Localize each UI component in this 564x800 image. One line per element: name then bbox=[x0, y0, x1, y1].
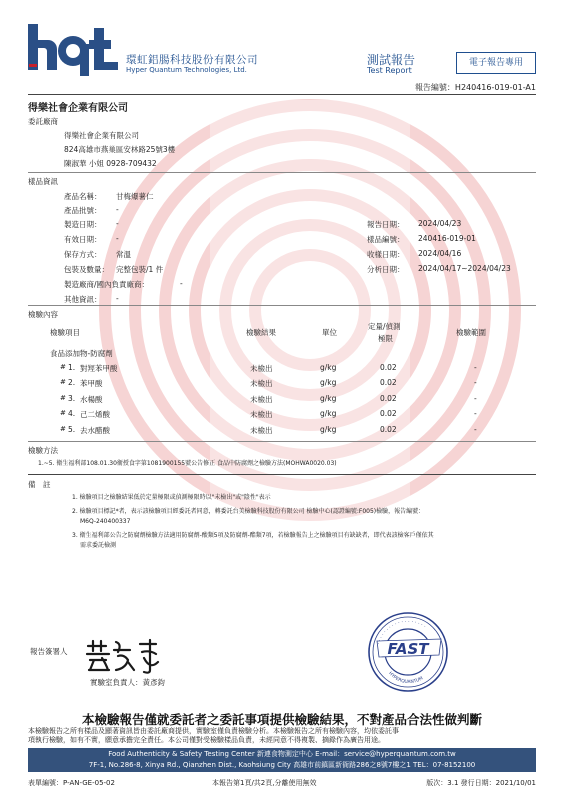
sample-field-value: - bbox=[116, 219, 119, 228]
row-loq: 0.02 bbox=[380, 409, 397, 418]
sample-field-label: 包裝及數量： bbox=[64, 265, 109, 274]
row-result: 未檢出 bbox=[250, 395, 273, 404]
fast-seal bbox=[367, 611, 449, 693]
divider bbox=[28, 305, 536, 306]
report-number: 報告編號：H240416-019-01-A1 bbox=[414, 83, 536, 92]
sample-field-value: 完整包裝/1 件 bbox=[116, 265, 164, 274]
analysis-date-value: 2024/04/17~2024/04/23 bbox=[418, 264, 511, 273]
row-loq: 0.02 bbox=[380, 363, 397, 372]
row-no: 3. bbox=[68, 394, 76, 403]
row-name: 水楊酸 bbox=[80, 395, 103, 404]
row-range: - bbox=[474, 394, 477, 403]
row-no: 2. bbox=[68, 378, 76, 387]
row-unit: g/kg bbox=[320, 409, 337, 418]
report-date-label: 報告日期： bbox=[367, 220, 405, 229]
disclaimer-line: 本檢驗報告之所有樣品及顯著資訊皆由委託廠商提供，實驗室僅負責檢驗分析。本檢驗報告之所有檢驗內容，均依委託事 bbox=[28, 727, 399, 735]
row-name: 苯甲酸 bbox=[80, 379, 103, 388]
sample-field-value: - bbox=[116, 205, 119, 214]
row-name: 對羥苯甲酸 bbox=[80, 364, 118, 373]
sample-field-value: - bbox=[116, 234, 119, 243]
sample-field-label: 其他資訊： bbox=[64, 295, 102, 304]
sample-field-label: 製造日期： bbox=[64, 220, 102, 229]
handwritten-signature bbox=[84, 636, 164, 674]
client-section-title: 委託廠商 bbox=[28, 117, 58, 126]
divider bbox=[28, 172, 536, 173]
contact-line-2: 7F-1, No.286-8, Xinya Rd., Qianzhen Dist., Kaohsiung City 高雄市前鎮區新衙路286之8號7樓之1 TEL：07-8152100 bbox=[88, 761, 476, 769]
row-name: 去水醋酸 bbox=[80, 426, 110, 435]
svg-text:HYPERQUANTUM: HYPERQUANTUM bbox=[387, 671, 425, 686]
signatory-label: 報告簽署人 bbox=[30, 647, 68, 656]
electronic-report-badge: 電子報告專用 bbox=[456, 52, 536, 74]
row-result: 未檢出 bbox=[250, 410, 273, 419]
col-header-loq: 極限 bbox=[378, 334, 393, 343]
row-mark: # bbox=[60, 363, 66, 371]
client-line: 陳淑華 小姐 0928-709432 bbox=[64, 159, 157, 168]
test-section-title: 檢驗內容 bbox=[28, 310, 58, 319]
row-mark: # bbox=[60, 425, 66, 433]
analysis-date-label: 分析日期： bbox=[367, 265, 405, 274]
row-no: 1. bbox=[68, 363, 76, 372]
col-header-loq: 定量/偵測 bbox=[368, 322, 401, 331]
disclaimer-text bbox=[28, 727, 536, 745]
sample-field-label: 有效日期： bbox=[64, 235, 102, 244]
row-mark: # bbox=[60, 394, 66, 402]
disclaimer-title: 本檢驗報告僅就委託者之委託事項提供檢驗結果，不對產品合法性做判斷 bbox=[81, 712, 482, 727]
row-range: - bbox=[474, 409, 477, 418]
row-unit: g/kg bbox=[320, 363, 337, 372]
header-divider bbox=[28, 94, 536, 95]
row-unit: g/kg bbox=[320, 394, 337, 403]
company-name-zh: 環虹鋁腸科技股份有限公司 bbox=[126, 54, 258, 66]
row-result: 未檢出 bbox=[250, 379, 273, 388]
method-section-title: 檢驗方法 bbox=[28, 446, 58, 455]
note-line: 3. 衛生福利部公告之防腐劑檢驗方法適用防腐劑-酸類5項及防腐劑-酯類7項，若檢驗報告上之檢驗項目有缺缺者，即代表該檢客戶僅依其 bbox=[72, 532, 434, 539]
hqt-logo bbox=[28, 24, 123, 76]
note-line: M6Q-240400337 bbox=[80, 518, 131, 525]
row-range: - bbox=[474, 425, 477, 434]
row-mark: # bbox=[60, 409, 66, 417]
col-header-item: 檢驗項目 bbox=[50, 328, 80, 337]
method-text: 1.~5. 衛生福利部108.01.30衛授食字第1081900155號公告修正 食品中防腐劑之檢驗方法(MOHWA0020.03) bbox=[38, 460, 337, 467]
report-title-zh: 測試報告 bbox=[367, 53, 416, 67]
test-category: 食品添加物-防腐劑 bbox=[50, 349, 113, 358]
receive-date-label: 收樣日期： bbox=[367, 250, 405, 259]
sample-no-value: 240416-019-01 bbox=[418, 234, 476, 243]
sample-no-label: 樣品編號： bbox=[367, 235, 405, 244]
note-line: 需求委託檢測 bbox=[80, 542, 117, 549]
sample-field-value: - bbox=[116, 294, 119, 303]
receive-date-value: 2024/04/16 bbox=[418, 249, 462, 258]
sample-field-value: 常溫 bbox=[116, 250, 131, 259]
svg-text:FAST: FAST bbox=[387, 640, 429, 658]
contact-bar bbox=[28, 748, 536, 772]
sample-field-label: 製造廠商/國內負責廠商： bbox=[64, 280, 150, 289]
svg-text:· · · · · · · · · · · · · · ·: · · · · · · · · · · · · · · · · · · bbox=[376, 618, 427, 646]
form-number: 表單編號：P-AN-GE-05-02 bbox=[28, 779, 115, 787]
sample-field-label: 保存方式： bbox=[64, 250, 102, 259]
sample-field-label: 產品批號： bbox=[64, 206, 102, 215]
sample-section-title: 樣品資訊 bbox=[28, 177, 58, 186]
row-unit: g/kg bbox=[320, 425, 337, 434]
client-line: 得樂社會企業有限公司 bbox=[64, 131, 139, 140]
row-name: 己二烯酸 bbox=[80, 410, 110, 419]
row-no: 5. bbox=[68, 425, 76, 434]
report-date-value: 2024/04/23 bbox=[418, 219, 462, 228]
row-loq: 0.02 bbox=[380, 394, 397, 403]
row-unit: g/kg bbox=[320, 378, 337, 387]
row-range: - bbox=[474, 378, 477, 387]
sample-field-value: - bbox=[180, 279, 183, 288]
client-line: 824高雄市燕巢區安林路25號3樓 bbox=[64, 145, 176, 154]
disclaimer-line: 項執行檢驗，如有不實，願意承擔完全責任。本公司僅對受檢驗樣品負責，未經同意不得複製、摘錄作為廣告用途。 bbox=[28, 736, 385, 744]
row-loq: 0.02 bbox=[380, 425, 397, 434]
client-company-title: 得樂社會企業有限公司 bbox=[28, 103, 128, 114]
row-mark: # bbox=[60, 378, 66, 386]
sample-field-label: 產品名稱： bbox=[64, 192, 102, 201]
row-loq: 0.02 bbox=[380, 378, 397, 387]
sample-field-value: 甘梅爆薯仁 bbox=[116, 192, 154, 201]
note-line: 2. 檢驗項目標記*者，表示該檢驗項目經委託者同意，轉委託台美檢驗科技股份有限公司 檢驗中心(認證編號:F005)檢驗，報告編號： bbox=[72, 508, 425, 515]
row-no: 4. bbox=[68, 409, 76, 418]
version-info: 版次：3.1 發行日期：2021/10/01 bbox=[426, 779, 536, 787]
notes-section-title: 備 註 bbox=[28, 480, 51, 489]
col-header-unit: 單位 bbox=[322, 328, 337, 337]
signatory-caption: 實驗室負責人：黃彥鈞 bbox=[90, 678, 165, 687]
report-title-en: Test Report bbox=[367, 66, 412, 75]
contact-line-1: Food Authenticity & Safety Testing Center 新連食物測定中心 E-mail：service@hyperquantum.com.tw bbox=[108, 750, 456, 758]
col-header-range: 檢驗範圍 bbox=[456, 328, 486, 337]
company-name-en: Hyper Quantum Technologies, Ltd. bbox=[126, 66, 247, 74]
row-result: 未檢出 bbox=[250, 364, 273, 373]
row-range: - bbox=[474, 363, 477, 372]
row-result: 未檢出 bbox=[250, 426, 273, 435]
page-info: 本報告第1頁/共2頁,分離使用無效 bbox=[212, 779, 317, 787]
note-line: 1. 檢驗項目之檢驗結果低於定量極限或偵測極限時以"未檢出"或"陰性"表示 bbox=[72, 494, 271, 501]
col-header-result: 檢驗結果 bbox=[246, 328, 276, 337]
divider bbox=[28, 441, 536, 442]
divider bbox=[28, 474, 536, 475]
